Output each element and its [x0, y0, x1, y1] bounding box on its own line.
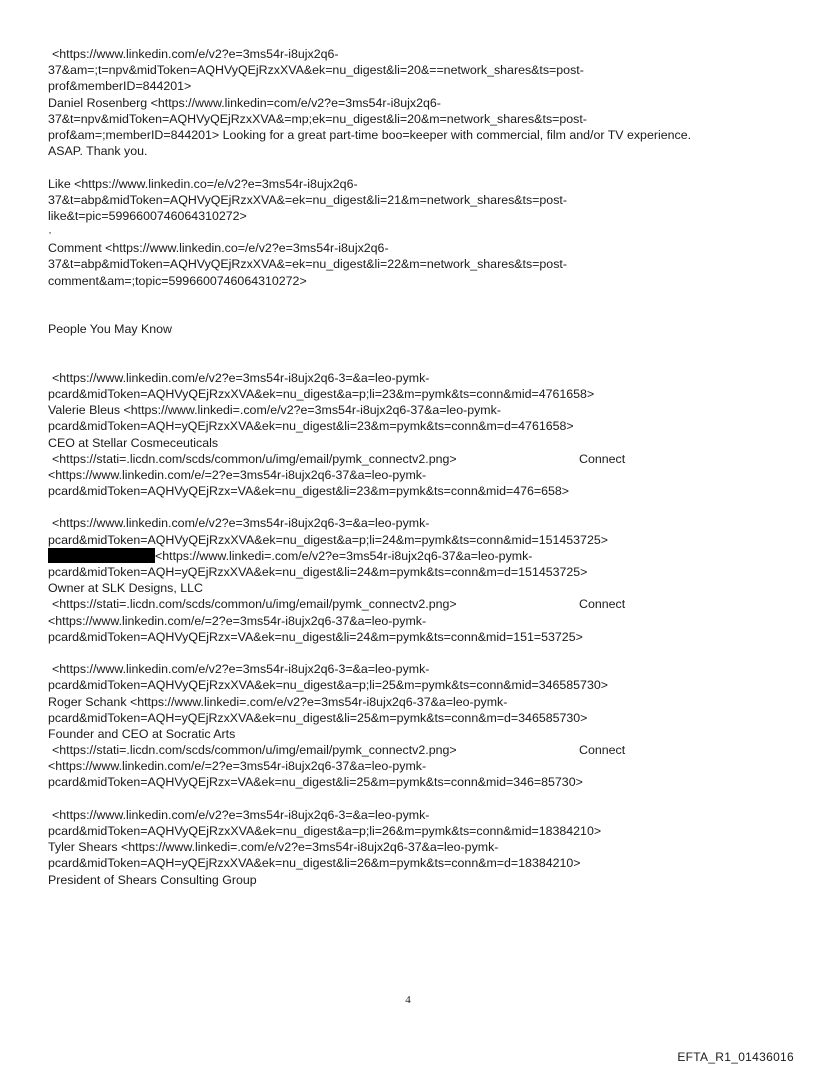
post-link[interactable]: <https://www.linkedin.com/e/v2?e=3ms54r-i8ujx2q6- — [52, 47, 339, 61]
person-name-row — [48, 548, 798, 564]
post-text: prof&am=;memberID=844201> Looking for a great part-time boo=keeper with commercial, film and/or TV experience. — [48, 127, 692, 142]
pymk-card — [48, 370, 798, 500]
person-title: Owner at SLK Designs, LLC — [48, 581, 203, 596]
pymk-link[interactable]: <https://www.linkedin.com/e/v2?e=3ms54r-i8ujx2q6-3=&a=leo-pymk- — [52, 662, 430, 677]
person-link-cont: pcard&midToken=AQH=yQEjRzxXVA&ek=nu_digest&li=25&m=pymk&ts=conn&m=d=346585730> — [48, 710, 588, 725]
person-name-link[interactable]: Roger Schank <https://www.linkedi=.com/e/v2?e=3ms54r-i8ujx2q6-37&a=leo-pymk- — [48, 694, 508, 709]
like-link-cont: 37&t=abp&midToken=AQHVyQEjRzxXVA&=ek=nu_digest&li=21&m=network_shares&ts=post- — [48, 192, 567, 207]
comment-link[interactable]: Comment <https://www.linkedin.co=/e/v2?e=3ms54r-i8ujx2q6- — [48, 241, 389, 256]
person-link-cont: pcard&midToken=AQH=yQEjRzxXVA&ek=nu_digest&li=23&m=pymk&ts=conn&m=d=4761658> — [48, 419, 574, 434]
like-link[interactable]: Like <https://www.linkedin.co=/e/v2?e=3ms54r-i8ujx2q6- — [48, 176, 358, 191]
like-block — [48, 176, 798, 225]
connect-button[interactable]: Connect — [579, 597, 626, 612]
connect-image-link[interactable]: <https://stati=.licdn.com/scds/common/u/img/email/pymk_connectv2.png> — [52, 451, 457, 466]
pymk-card — [48, 515, 798, 645]
person-name-link[interactable]: <https://www.linkedi=.com/e/v2?e=3ms54r-i8ujx2q6-37&a=leo-pymk- — [155, 548, 533, 563]
connect-link[interactable]: <https://www.linkedin.com/e/=2?e=3ms54r-i8ujx2q6-37&a=leo-pymk- — [48, 759, 427, 774]
post-text: ASAP. Thank you. — [48, 144, 148, 159]
pymk-card — [48, 807, 798, 888]
person-name-link[interactable]: Tyler Shears <https://www.linkedi=.com/e/v2?e=3ms54r-i8ujx2q6-37&a=leo-pymk- — [48, 840, 499, 855]
connect-row — [48, 596, 798, 612]
connect-button[interactable]: Connect — [579, 451, 626, 466]
comment-block — [48, 240, 798, 289]
redaction-box — [48, 548, 155, 563]
connect-image-link[interactable]: <https://stati=.licdn.com/scds/common/u/img/email/pymk_connectv2.png> — [52, 743, 457, 758]
email-body — [48, 46, 798, 888]
connect-row — [48, 451, 798, 467]
post-link-cont: 37&am=;t=npv&midToken=AQHVyQEjRzxXVA&ek=nu_digest&li=20&==network_shares&ts=post- — [48, 63, 584, 78]
connect-row — [48, 742, 798, 758]
post-link-cont: prof&memberID=844201> — [48, 79, 192, 94]
person-title: President of Shears Consulting Group — [48, 872, 257, 887]
pymk-link-cont: pcard&midToken=AQHVyQEjRzxXVA&ek=nu_digest&a=p;li=25&m=pymk&ts=conn&mid=346585730> — [48, 678, 608, 693]
pymk-link[interactable]: <https://www.linkedin.com/e/v2?e=3ms54r-i8ujx2q6-3=&a=leo-pymk- — [52, 807, 430, 822]
page-number: 4 — [405, 994, 411, 1006]
connect-link-cont: pcard&midToken=AQHVyQEjRzx=VA&ek=nu_digest&li=25&m=pymk&ts=conn&mid=346=85730> — [48, 775, 583, 790]
person-link-cont: pcard&midToken=AQH=yQEjRzxXVA&ek=nu_digest&li=24&m=pymk&ts=conn&m=d=151453725> — [48, 565, 588, 580]
pymk-link[interactable]: <https://www.linkedin.com/e/v2?e=3ms54r-i8ujx2q6-3=&a=leo-pymk- — [52, 516, 430, 531]
pymk-card — [48, 661, 798, 791]
post-author-link[interactable]: Daniel Rosenberg <https://www.linkedin=com/e/v2?e=3ms54r-i8ujx2q6- — [48, 95, 441, 110]
comment-link-cont: 37&t=abp&midToken=AQHVyQEjRzxXVA&=ek=nu_digest&li=22&m=network_shares&ts=post- — [48, 257, 567, 272]
connect-link[interactable]: <https://www.linkedin.com/e/=2?e=3ms54r-i8ujx2q6-37&a=leo-pymk- — [48, 467, 427, 482]
document-id: EFTA_R1_01436016 — [677, 1050, 794, 1064]
person-title: CEO at Stellar Cosmeceuticals — [48, 435, 219, 450]
pymk-link-cont: pcard&midToken=AQHVyQEjRzxXVA&ek=nu_digest&a=p;li=23&m=pymk&ts=conn&mid=4761658> — [48, 386, 595, 401]
connect-button[interactable]: Connect — [579, 743, 626, 758]
like-link-cont: like&t=pic=5996600746064310272> — [48, 208, 247, 223]
pymk-link-cont: pcard&midToken=AQHVyQEjRzxXVA&ek=nu_digest&a=p;li=24&m=pymk&ts=conn&mid=151453725> — [48, 532, 608, 547]
pymk-link[interactable]: <https://www.linkedin.com/e/v2?e=3ms54r-i8ujx2q6-3=&a=leo-pymk- — [52, 370, 430, 385]
connect-link[interactable]: <https://www.linkedin.com/e/=2?e=3ms54r-i8ujx2q6-37&a=leo-pymk- — [48, 613, 427, 628]
connect-image-link[interactable]: <https://stati=.licdn.com/scds/common/u/img/email/pymk_connectv2.png> — [52, 597, 457, 612]
connect-link-cont: pcard&midToken=AQHVyQEjRzx=VA&ek=nu_digest&li=24&m=pymk&ts=conn&mid=151=53725> — [48, 629, 583, 644]
post-link-cont: 37&t=npv&midToken=AQHVyQEjRzxXVA&=mp;ek=nu_digest&li=20&m=network_shares&ts=post- — [48, 111, 587, 126]
connect-link-cont: pcard&midToken=AQHVyQEjRzx=VA&ek=nu_digest&li=23&m=pymk&ts=conn&mid=476=658> — [48, 484, 570, 499]
pymk-link-cont: pcard&midToken=AQHVyQEjRzxXVA&ek=nu_digest&a=p;li=26&m=pymk&ts=conn&mid=18384210> — [48, 824, 602, 839]
separator-dot: · — [48, 225, 53, 240]
comment-link-cont: comment&am=;topic=5996600746064310272> — [48, 273, 307, 288]
post-block — [48, 46, 798, 159]
section-title: People You May Know — [48, 322, 172, 337]
person-name-link[interactable]: Valerie Bleus <https://www.linkedi=.com/e/v2?e=3ms54r-i8ujx2q6-37&a=leo-pymk- — [48, 403, 501, 418]
person-link-cont: pcard&midToken=AQH=yQEjRzxXVA&ek=nu_digest&li=26&m=pymk&ts=conn&m=d=18384210> — [48, 856, 581, 871]
person-title: Founder and CEO at Socratic Arts — [48, 726, 236, 741]
